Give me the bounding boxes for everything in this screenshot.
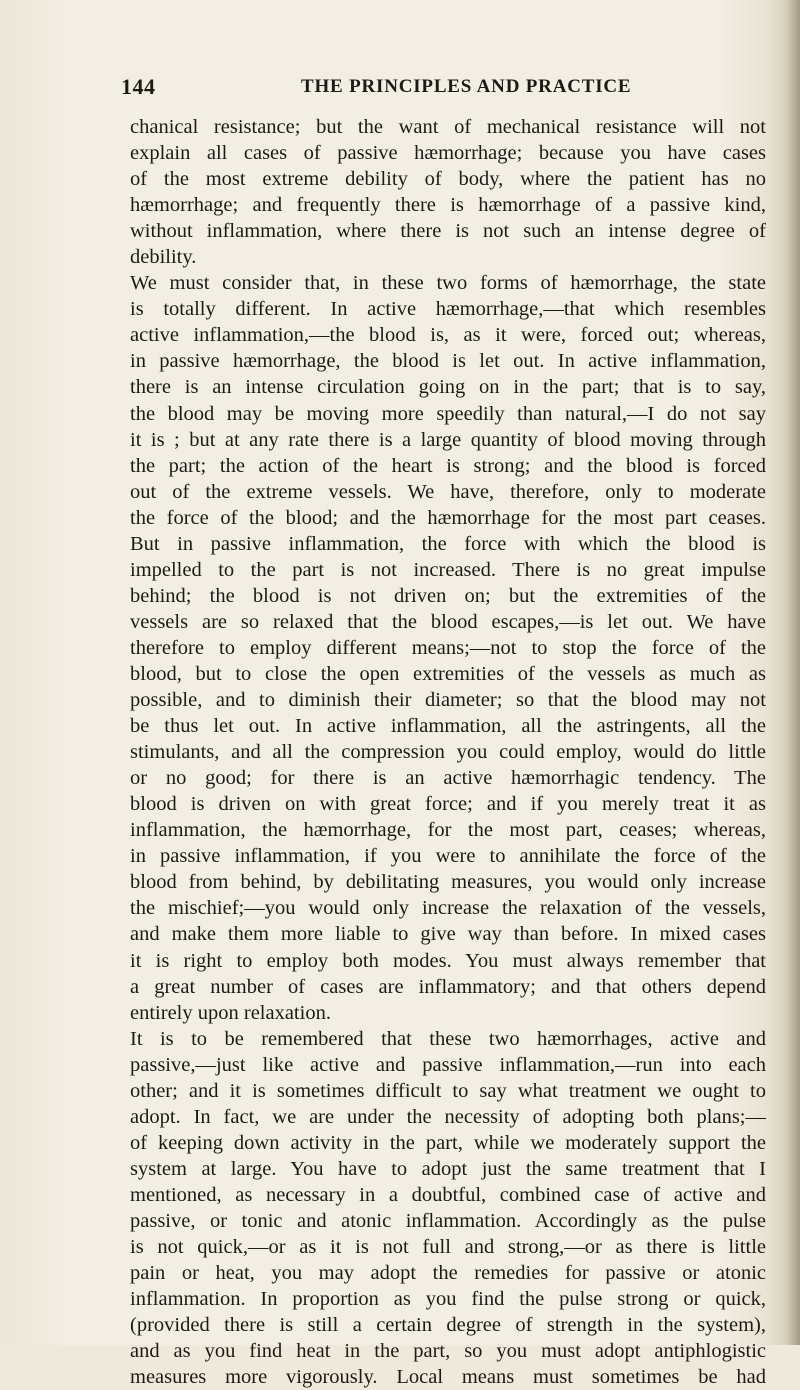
text-line: the mischief;—you would only increase the relaxation of the vessels, — [130, 897, 766, 920]
text-line: passive, or tonic and atonic inflammation. Accordingly as the pulse — [130, 1209, 766, 1232]
text-line: a great number of cases are inflammatory; and that others depend — [130, 975, 766, 998]
text-line: therefore to employ different means;—not to stop the force of the — [130, 636, 766, 659]
text-line: entirely upon relaxation. — [130, 1001, 331, 1024]
text-line: blood, but to close the open extremities of the vessels as much as — [130, 662, 766, 685]
text-line: vessels are so relaxed that the blood escapes,—is let out. We have — [130, 610, 766, 633]
running-head: THE PRINCIPLES AND PRACTICE — [301, 76, 632, 97]
text-line: be thus let out. In active inflammation, all the astringents, all the — [130, 715, 766, 738]
text-line: adopt. In fact, we are under the necessity of adopting both plans;— — [130, 1105, 766, 1128]
text-line: measures more vigorously. Local means must sometimes be had — [130, 1366, 766, 1389]
text-line: in passive inflammation, if you were to annihilate the force of the — [130, 845, 766, 868]
text-line: behind; the blood is not driven on; but the extremities of the — [130, 584, 766, 607]
text-line: inflammation, the hæmorrhage, for the most part, ceases; whereas, — [130, 819, 766, 842]
text-line: But in passive inflammation, the force with which the blood is — [130, 532, 766, 555]
text-line: the force of the blood; and the hæmorrhage for the most part ceases. — [130, 506, 766, 529]
text-line: in passive hæmorrhage, the blood is let out. In active inflammation, — [130, 350, 766, 373]
text-line: out of the extreme vessels. We have, therefore, only to moderate — [130, 480, 766, 503]
text-line: the blood may be moving more speedily than natural,—I do not say — [130, 402, 766, 425]
text-line: passive,—just like active and passive inflammation,—run into each — [130, 1053, 766, 1076]
text-line: and as you find heat in the part, so you must adopt antiphlogistic — [130, 1340, 766, 1363]
page-number: 144 — [121, 74, 156, 99]
text-line: it is right to employ both modes. You must always remember that — [130, 949, 766, 972]
text-line: and make them more liable to give way than before. In mixed cases — [130, 923, 766, 946]
text-line: active inflammation,—the blood is, as it were, forced out; whereas, — [130, 324, 766, 347]
text-line: inflammation. In proportion as you find the pulse strong or quick, — [130, 1288, 766, 1311]
text-line: mentioned, as necessary in a doubtful, combined case of active and — [130, 1183, 766, 1206]
text-line: It is to be remembered that these two hæmorrhages, active and — [130, 1027, 766, 1050]
text-line: explain all cases of passive hæmorrhage; because you have cases — [130, 142, 766, 165]
text-line: possible, and to diminish their diameter; so that the blood may not — [130, 689, 766, 712]
text-line: hæmorrhage; and frequently there is hæmorrhage of a passive kind, — [130, 194, 766, 217]
text-line: debility. — [130, 246, 197, 269]
text-line: without inflammation, where there is not such an intense degree of — [130, 220, 766, 243]
text-line: of keeping down activity in the part, while we moderately support the — [130, 1131, 766, 1154]
text-line: there is an intense circulation going on in the part; that is to say, — [130, 376, 766, 399]
text-line: other; and it is sometimes difficult to say what treatment we ought to — [130, 1079, 766, 1102]
text-line: (provided there is still a certain degree of strength in the system), — [130, 1314, 766, 1337]
text-line: We must consider that, in these two forms of hæmorrhage, the state — [130, 272, 766, 295]
text-line: is not quick,—or as it is not full and strong,—or as there is little — [130, 1236, 766, 1259]
text-line: or no good; for there is an active hæmorrhagic tendency. The — [130, 767, 766, 790]
body-text — [130, 114, 766, 1390]
text-line: chanical resistance; but the want of mechanical resistance will not — [130, 116, 766, 138]
text-line: is totally different. In active hæmorrhage,—that which resembles — [130, 298, 766, 321]
text-line: system at large. You have to adopt just the same treatment that I — [130, 1157, 766, 1180]
page-edge — [786, 0, 800, 1345]
text-line: of the most extreme debility of body, where the patient has no — [130, 168, 766, 191]
text-line: it is ; but at any rate there is a large quantity of blood moving through — [130, 428, 766, 451]
text-line: the part; the action of the heart is strong; and the blood is forced — [130, 454, 766, 477]
text-line: stimulants, and all the compression you could employ, would do little — [130, 741, 766, 764]
text-line: blood is driven on with great force; and if you merely treat it as — [130, 793, 766, 816]
text-line: blood from behind, by debilitating measures, you would only increase — [130, 871, 766, 894]
text-line: impelled to the part is not increased. There is no great impulse — [130, 558, 766, 581]
page-header — [121, 74, 766, 100]
text-line: pain or heat, you may adopt the remedies for passive or atonic — [130, 1262, 766, 1285]
